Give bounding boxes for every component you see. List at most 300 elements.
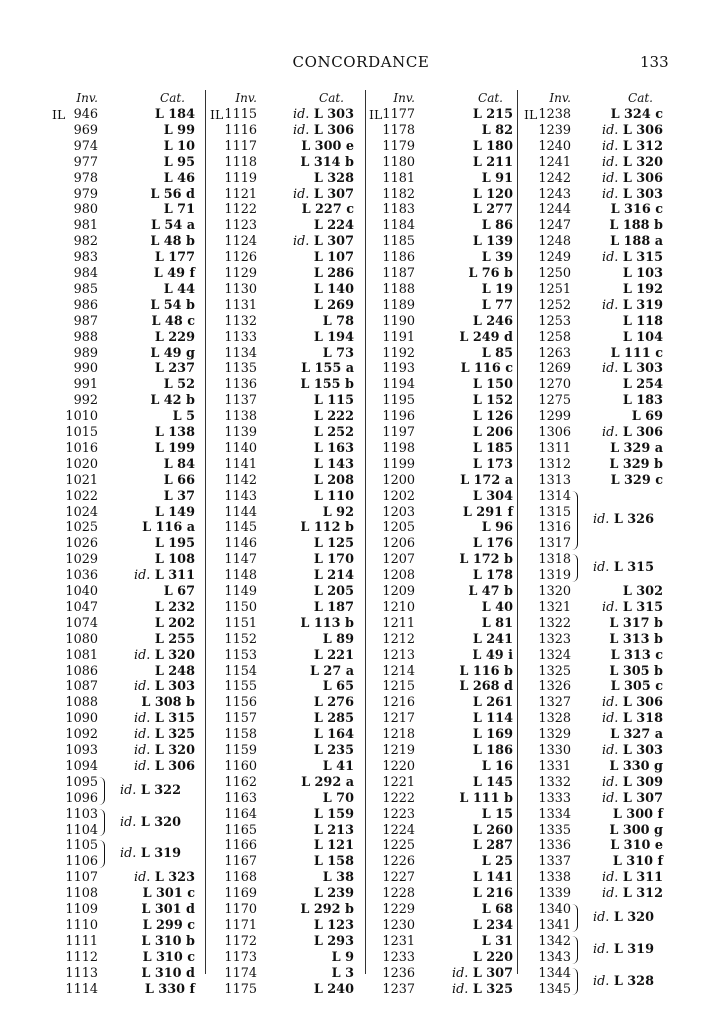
cat-number: L 25: [481, 854, 513, 870]
inv-number: 1253: [538, 313, 571, 329]
inv-number: 1263: [538, 345, 571, 361]
cat-entry: [257, 298, 354, 314]
inv-number: 1152: [224, 631, 257, 647]
inv-number: 986: [73, 297, 98, 313]
inv-number: 1316: [538, 520, 571, 536]
inv-number: 1086: [65, 663, 98, 679]
cat-number: L 329 c: [610, 472, 663, 488]
cat-number: L 70: [322, 790, 354, 806]
cat-number: L 300 g: [609, 822, 663, 838]
cat-number: L 155 b: [300, 377, 354, 393]
idem-marker: id.: [120, 846, 137, 862]
inv-number: 1167: [224, 854, 257, 870]
inv-number: 1144: [224, 504, 257, 520]
inv-number: 1230: [382, 917, 415, 933]
cat-entry: [257, 409, 354, 425]
inv-number: 1320: [538, 584, 571, 599]
cat-number: L 303: [622, 361, 663, 377]
idem-marker: id.: [602, 599, 619, 615]
cat-header: Cat.: [160, 91, 185, 105]
idem-marker: id.: [602, 711, 619, 727]
inv-number: 1213: [382, 647, 415, 663]
cat-number: L 326: [613, 512, 654, 528]
cat-number: L 303: [622, 186, 663, 202]
cat-number: L 37: [163, 488, 195, 504]
inv-number: 1338: [538, 870, 571, 886]
cat-entry: [98, 966, 195, 982]
cat-entry: [571, 648, 663, 664]
inv-number: 946: [73, 107, 98, 122]
cat-number: L 235: [313, 743, 354, 758]
cat-number: L 15: [481, 806, 513, 822]
inv-number: 1258: [538, 329, 571, 345]
cat-entry: [257, 966, 354, 982]
idem-marker: id.: [134, 758, 151, 774]
inv-number: 1158: [224, 727, 257, 743]
cat-number: L 173: [472, 456, 513, 472]
cat-number: L 149: [154, 504, 195, 520]
cat-number: L 306: [622, 170, 663, 186]
idem-marker: id.: [602, 774, 619, 790]
cat-entry: [98, 123, 195, 139]
cat-entry: [571, 823, 663, 839]
cat-entry: [415, 536, 513, 552]
cat-entry: [98, 846, 195, 862]
cat-number: L 255: [154, 631, 195, 647]
inv-number: 1139: [224, 425, 257, 440]
cat-number: L 254: [622, 377, 663, 393]
inv-number: 1115: [224, 107, 257, 122]
inv-number: 1233: [382, 949, 415, 965]
inv-number: 1024: [65, 504, 98, 520]
cat-entry: [415, 425, 513, 441]
inv-number: 1074: [65, 615, 98, 631]
cat-number: L 164: [313, 727, 354, 743]
inv-number: 1029: [65, 552, 98, 568]
cat-number: L 323: [154, 870, 195, 886]
inv-number: 1177: [382, 107, 415, 122]
cat-entry: [257, 982, 354, 998]
cat-entry: [98, 870, 195, 886]
cat-number: L 252: [313, 425, 354, 440]
cat-number: L 66: [163, 472, 195, 488]
cat-entry: [415, 155, 513, 171]
inv-number: 1186: [382, 250, 415, 266]
cat-entry: [257, 202, 354, 218]
inv-number: 980: [73, 202, 98, 218]
column-prefix: IL: [369, 107, 383, 122]
inv-number: 1210: [382, 599, 415, 615]
cat-number: L 220: [472, 949, 513, 965]
cat-entry: [571, 560, 663, 576]
inv-number: 1040: [65, 584, 98, 599]
cat-number: L 116 c: [460, 361, 513, 377]
cat-number: L 116 a: [142, 520, 195, 536]
cat-entry: [415, 234, 513, 250]
inv-number: 1222: [382, 790, 415, 806]
inv-number: 1092: [65, 727, 98, 743]
inv-number: 979: [73, 186, 98, 202]
idem-marker: id.: [593, 941, 610, 957]
cat-entry: [415, 584, 513, 600]
cat-number: L 327 a: [610, 727, 663, 743]
cat-entry: [98, 600, 195, 616]
inv-number: 992: [73, 393, 98, 409]
cat-entry: [571, 727, 663, 743]
cat-number: L 320: [140, 814, 181, 830]
cat-entry: [257, 679, 354, 695]
cat-entry: [98, 250, 195, 266]
cat-entry: [98, 679, 195, 695]
inv-number: 1150: [224, 599, 257, 615]
inv-number: 1081: [65, 647, 98, 663]
cat-number: L 178: [472, 568, 513, 584]
cat-entry: [571, 282, 663, 298]
inv-number: 1153: [224, 647, 257, 663]
inv-number: 1249: [538, 250, 571, 266]
inv-number: 1016: [65, 440, 98, 456]
inv-number: 1243: [538, 186, 571, 202]
cat-entry: [257, 314, 354, 330]
cat-number: L 303: [154, 679, 195, 695]
inv-number: 1336: [538, 838, 571, 854]
cat-number: L 303: [313, 107, 354, 122]
cat-number: L 54 b: [150, 297, 195, 313]
cat-entry: [257, 107, 354, 123]
inv-number: 1133: [224, 329, 257, 345]
cat-number: L 163: [313, 440, 354, 456]
cat-number: L 215: [472, 107, 513, 122]
inv-number: 1122: [224, 202, 257, 218]
idem-marker: id.: [134, 568, 151, 584]
inv-number: 1325: [538, 663, 571, 679]
cat-number: L 3: [331, 965, 354, 981]
cat-entry: [571, 584, 663, 600]
inv-number: 1093: [65, 743, 98, 758]
cat-number: L 139: [472, 234, 513, 250]
cat-number: L 69: [631, 409, 663, 425]
inv-number: 1226: [382, 854, 415, 870]
idem-marker: id.: [293, 234, 310, 250]
cat-number: L 186: [472, 743, 513, 758]
cat-entry: [98, 314, 195, 330]
inv-number: 1215: [382, 679, 415, 695]
cat-entry: [571, 393, 663, 409]
cat-entry: [257, 950, 354, 966]
inv-number: 1119: [224, 170, 257, 186]
cat-number: L 81: [481, 615, 513, 631]
inv-number: 1047: [65, 599, 98, 615]
cat-entry: [571, 632, 663, 648]
cat-entry: [98, 902, 195, 918]
cat-number: L 292 a: [301, 774, 354, 790]
cat-number: L 52: [163, 377, 195, 393]
idem-marker: id.: [602, 170, 619, 186]
idem-marker: id.: [602, 250, 619, 266]
inv-number: 978: [73, 170, 98, 186]
cat-entry: [98, 107, 195, 123]
cat-number: L 229: [154, 329, 195, 345]
inv-number: 989: [73, 345, 98, 361]
cat-entry: [98, 330, 195, 346]
cat-entry: [571, 600, 663, 616]
column-prefix: IL: [524, 107, 538, 122]
inv-number: 1026: [65, 536, 98, 552]
inv-number: 1241: [538, 154, 571, 170]
cat-entry: [257, 171, 354, 187]
inv-number: 1168: [224, 870, 257, 886]
inv-number: 1335: [538, 822, 571, 838]
inv-number: 1148: [224, 568, 257, 584]
inv-number: 1138: [224, 409, 257, 425]
inv-number: 1134: [224, 345, 257, 361]
inv-number: 985: [73, 281, 98, 297]
cat-number: L 307: [313, 234, 354, 250]
idem-marker: id.: [602, 425, 619, 440]
idem-marker: id.: [602, 870, 619, 886]
inv-number: 1218: [382, 727, 415, 743]
inv-number: 1106: [65, 854, 98, 870]
cat-entry: [415, 632, 513, 648]
inv-number: 1145: [224, 520, 257, 536]
cat-entry: [257, 664, 354, 680]
cat-number: L 312: [622, 886, 663, 902]
inv-number: 1175: [224, 981, 257, 997]
cat-entry: [257, 187, 354, 203]
idem-marker: id.: [452, 981, 469, 997]
inv-number: 1200: [382, 472, 415, 488]
cat-entry: [571, 664, 663, 680]
cat-entry: [415, 854, 513, 870]
inv-number: 1313: [538, 472, 571, 488]
cat-number: L 99: [163, 122, 195, 138]
cat-number: L 317 b: [609, 615, 663, 631]
inv-number: 977: [73, 154, 98, 170]
inv-number: 1217: [382, 711, 415, 727]
inv-number: 1156: [224, 695, 257, 711]
cat-entry: [257, 489, 354, 505]
cat-entry: [415, 966, 513, 982]
cat-entry: [257, 473, 354, 489]
inv-number: 1183: [382, 202, 415, 218]
cat-number: L 65: [322, 679, 354, 695]
cat-number: L 216: [472, 886, 513, 902]
cat-entry: [415, 282, 513, 298]
cat-entry: [98, 552, 195, 568]
inv-number: 1140: [224, 440, 257, 456]
cat-entry: [415, 330, 513, 346]
cat-number: L 85: [481, 345, 513, 361]
inv-number: 1207: [382, 552, 415, 568]
inv-number: 1015: [65, 425, 98, 440]
cat-number: L 308 b: [141, 695, 195, 711]
cat-entry: [415, 600, 513, 616]
cat-entry: [415, 727, 513, 743]
cat-entry: [571, 457, 663, 473]
cat-number: L 306: [622, 695, 663, 711]
cat-entry: [415, 695, 513, 711]
inv-number: 1220: [382, 758, 415, 774]
cat-number: L 195: [154, 536, 195, 552]
cat-entry: [571, 346, 663, 362]
cat-entry: [257, 600, 354, 616]
cat-number: L 303: [622, 743, 663, 758]
cat-entry: [415, 409, 513, 425]
cat-entry: [415, 886, 513, 902]
cat-number: L 213: [313, 822, 354, 838]
cat-number: L 91: [481, 170, 513, 186]
inv-number: 1149: [224, 584, 257, 599]
cat-entry: [415, 361, 513, 377]
cat-entry: [98, 648, 195, 664]
idem-marker: id.: [293, 122, 310, 138]
cat-number: L 126: [472, 409, 513, 425]
cat-number: L 115: [313, 393, 354, 409]
cat-number: L 306: [622, 425, 663, 440]
cat-number: L 328: [313, 170, 354, 186]
cat-number: L 269: [313, 297, 354, 313]
inv-number: 1192: [382, 345, 415, 361]
inv-number: 1329: [538, 727, 571, 743]
cat-header: Cat.: [319, 91, 344, 105]
inv-number: 1036: [65, 568, 98, 584]
inv-number: 1208: [382, 568, 415, 584]
cat-entry: [98, 520, 195, 536]
inv-number: 1206: [382, 536, 415, 552]
cat-number: L 103: [622, 266, 663, 281]
cat-number: L 322: [140, 782, 181, 798]
cat-number: L 328: [613, 973, 654, 989]
cat-entry: [98, 457, 195, 473]
inv-number: 984: [73, 266, 98, 281]
cat-number: L 319: [622, 297, 663, 313]
cat-entry: [571, 775, 663, 791]
idem-marker: id.: [593, 512, 610, 528]
idem-marker: id.: [134, 870, 151, 886]
inv-number: 1080: [65, 631, 98, 647]
cat-number: L 300 f: [612, 806, 663, 822]
inv-number: 1154: [224, 663, 257, 679]
inv-number: 1312: [538, 456, 571, 472]
cat-number: L 192: [622, 281, 663, 297]
cat-number: L 185: [472, 440, 513, 456]
cat-entry: [415, 982, 513, 998]
cat-number: L 315: [613, 560, 654, 576]
inv-number: 1324: [538, 647, 571, 663]
inv-number: 987: [73, 313, 98, 329]
cat-number: L 111 c: [610, 345, 663, 361]
cat-entry: [571, 171, 663, 187]
cat-number: L 285: [313, 711, 354, 727]
cat-number: L 221: [313, 647, 354, 663]
idem-marker: id.: [293, 186, 310, 202]
cat-entry: [257, 505, 354, 521]
inv-number: 983: [73, 250, 98, 266]
cat-number: L 291 f: [462, 504, 513, 520]
cat-number: L 312: [622, 138, 663, 154]
cat-entry: [415, 791, 513, 807]
idem-marker: id.: [120, 782, 137, 798]
cat-number: L 313 b: [609, 631, 663, 647]
inv-number: 1330: [538, 743, 571, 758]
cat-number: L 320: [613, 909, 654, 925]
cat-number: L 306: [154, 758, 195, 774]
group-brace: [98, 777, 105, 805]
cat-entry: [415, 902, 513, 918]
inv-number: 982: [73, 234, 98, 250]
inv-number: 1123: [224, 218, 257, 234]
cat-entry: [257, 838, 354, 854]
cat-number: L 78: [322, 313, 354, 329]
cat-entry: [571, 107, 663, 123]
cat-entry: [415, 807, 513, 823]
cat-number: L 248: [154, 663, 195, 679]
cat-number: L 123: [313, 917, 354, 933]
cat-number: L 320: [154, 743, 195, 758]
inv-number: 1107: [65, 870, 98, 886]
cat-entry: [415, 202, 513, 218]
cat-entry: [257, 743, 354, 759]
cat-number: L 16: [481, 758, 513, 774]
idem-marker: id.: [602, 361, 619, 377]
cat-number: L 118: [622, 313, 663, 329]
inv-number: 1248: [538, 234, 571, 250]
cat-number: L 95: [163, 154, 195, 170]
inv-number: 1116: [224, 122, 257, 138]
cat-number: L 315: [154, 711, 195, 727]
inv-number: 1146: [224, 536, 257, 552]
cat-entry: [571, 266, 663, 282]
inv-number: 1239: [538, 122, 571, 138]
cat-entry: [571, 409, 663, 425]
inv-number: 1342: [538, 933, 571, 949]
cat-number: L 31: [481, 933, 513, 949]
cat-entry: [415, 139, 513, 155]
cat-number: L 324 c: [610, 107, 663, 122]
cat-number: L 330 g: [609, 758, 663, 774]
cat-number: L 86: [481, 218, 513, 234]
cat-entry: [98, 187, 195, 203]
cat-entry: [257, 886, 354, 902]
inv-number: 1327: [538, 695, 571, 711]
cat-entry: [571, 377, 663, 393]
cat-number: L 120: [472, 186, 513, 202]
inv-number: 1270: [538, 377, 571, 393]
idem-marker: id.: [593, 973, 610, 989]
idem-marker: id.: [602, 695, 619, 711]
inv-number: 969: [73, 122, 98, 138]
cat-number: L 5: [172, 409, 195, 425]
inv-number: 1188: [382, 281, 415, 297]
cat-entry: [415, 505, 513, 521]
cat-number: L 305 b: [609, 663, 663, 679]
inv-number: 1252: [538, 297, 571, 313]
idem-marker: id.: [134, 711, 151, 727]
cat-number: L 54 a: [150, 218, 195, 234]
idem-marker: id.: [134, 727, 151, 743]
inv-number: 1184: [382, 218, 415, 234]
cat-number: L 314 b: [300, 154, 354, 170]
cat-number: L 310 e: [610, 838, 663, 854]
column-prefix: IL: [210, 107, 224, 122]
idem-marker: id.: [602, 138, 619, 154]
cat-number: L 325: [154, 727, 195, 743]
inv-number: 1111: [65, 933, 98, 949]
inv-number: 1105: [65, 838, 98, 854]
cat-entry: [98, 282, 195, 298]
cat-number: L 214: [313, 568, 354, 584]
inv-number: 1314: [538, 488, 571, 504]
